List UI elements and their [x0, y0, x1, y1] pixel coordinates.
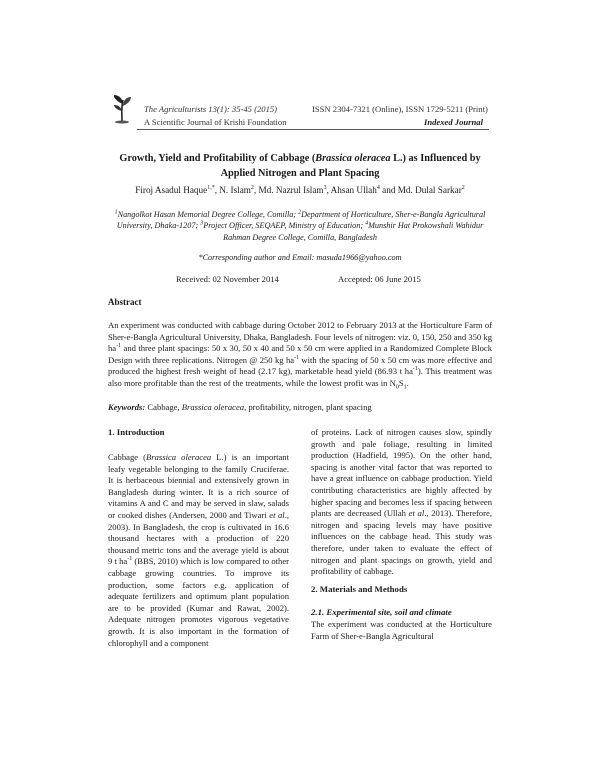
- introduction-text-continued: of proteins. Lack of nitrogen causes slow, spindly growth and pale foliage, resulting in limited production (Hadfield, 1995). On the other hand, spacing is another vital factor that was reported to have a great influence on cabbage production. Yield contributing characteristics are highly affected by higher spacing and becomes less if spacing between plants are decreased (Ullah et al., 2013). Therefore, nitrogen and spacing levels may have positive influences on the cabbage head. This study was therefore, under taken to evaluate the effect of nitrogen and plant spacings on growth, yield and profitability of cabbage.: [311, 427, 492, 577]
- abstract-text: An experiment was conducted with cabbage during October 2012 to February 2013 at the Horticulture Farm of Sher-e-Bangla Agricultural University, Dhaka, Bangladesh. Four levels of nitrogen: viz. 0, 150, 250 and 350 kg $ha^{-1}$ and three plant spacings: 50 x 30, 50 x 40 and 50 x 50 cm were applied in a Randomized Complete Block Design with three replications. Nitrogen @ 250 kg $ha^{-1}$ with the spacing of 50 x 50 cm was more effective and produced the highest fresh weight of head (2.17 kg), marketable head yield (86.93 t $ha^{-1}$). This treatment was also more profitable than the rest of the treatments, while the lowest profit was in $N_0S_1$.: [108, 320, 492, 391]
- introduction-heading: 1. Introduction: [108, 427, 165, 437]
- corresponding-author: *Corresponding author and Email: masuda1966@yahoo.com: [198, 253, 402, 262]
- experimental-site-text: The experiment was conducted at the Horticulture Farm of Sher-e-Bangla Agricultural: [311, 619, 492, 641]
- indexed-journal-label: Indexed Journal: [424, 117, 483, 127]
- journal-logo: [111, 94, 133, 124]
- abstract-heading: Abstract: [108, 297, 142, 307]
- journal-foundation: A Scientific Journal of Krishi Foundation: [144, 117, 287, 127]
- header-divider: [137, 129, 489, 130]
- introduction-text: Cabbage (Brassica oleracea L.) is an important leafy vegetable belonging to the family Cruciferae. It is herbaceous biennial and extensively grown in Bangladesh during winter. It is a rich source of vitamins A and C and may be served in slaw, salads or cooked dishes (Andersen, 2000 and Tiwari et al., 2003). In Bangladesh, the crop is cultivated in 16.6 thousand hectares with a production of 220 thousand metric tons and the average yield is about 9 t $ha^{-1}$ (BBS, 2010) which is low compared to other cabbage growing countries. To improve its production, some factors e.g. application of adequate fertilizers and optimum plant population are to be provided (Kumar and Rawat, 2002). Adequate nitrogen promotes vigorous vegetative growth. It is also important in the formation of chlorophyll and a component: [108, 452, 290, 648]
- affiliations: $^1$Nangolkot Hasan Memorial Degree College, Comilla; $^2$Department of Horticulture, Sher-e-Bangla Agricultural University, Dhaka-1207; $^3$Project Officer, SEQAEP, Ministry of Education; $^4$Munshir Hat Prokowshali Wahidur Rahman Degree College, Comilla, Bangladesh: [114, 209, 486, 242]
- article-title: Growth, Yield and Profitability of Cabbage (Brassica oleracea L.) as Influenced by Applied Nitrogen and Plant Spacing: [119, 153, 481, 179]
- journal-citation: The Agriculturists 13(1): 35-45 (2015): [144, 104, 278, 114]
- materials-methods-heading: 2. Materials and Methods: [311, 584, 408, 594]
- author-list: Firoj Asadul Haque$^{1,*}$, N. Islam$^2$, Md. Nazrul Islam$^3$, Ahsan Ullah$^4$ and Md. Dulal Sarkar$^2$: [135, 184, 465, 195]
- received-date: Received: 02 November 2014: [176, 274, 279, 284]
- keywords: Keywords: Cabbage, Brassica oleracea, profitability, nitrogen, plant spacing: [108, 402, 372, 412]
- experimental-site-subheading: 2.1. Experimental site, soil and climate: [311, 607, 452, 617]
- journal-issn: ISSN 2304-7321 (Online), ISSN 1729-5211 (Print): [312, 104, 488, 114]
- accepted-date: Accepted: 06 June 2015: [338, 274, 421, 284]
